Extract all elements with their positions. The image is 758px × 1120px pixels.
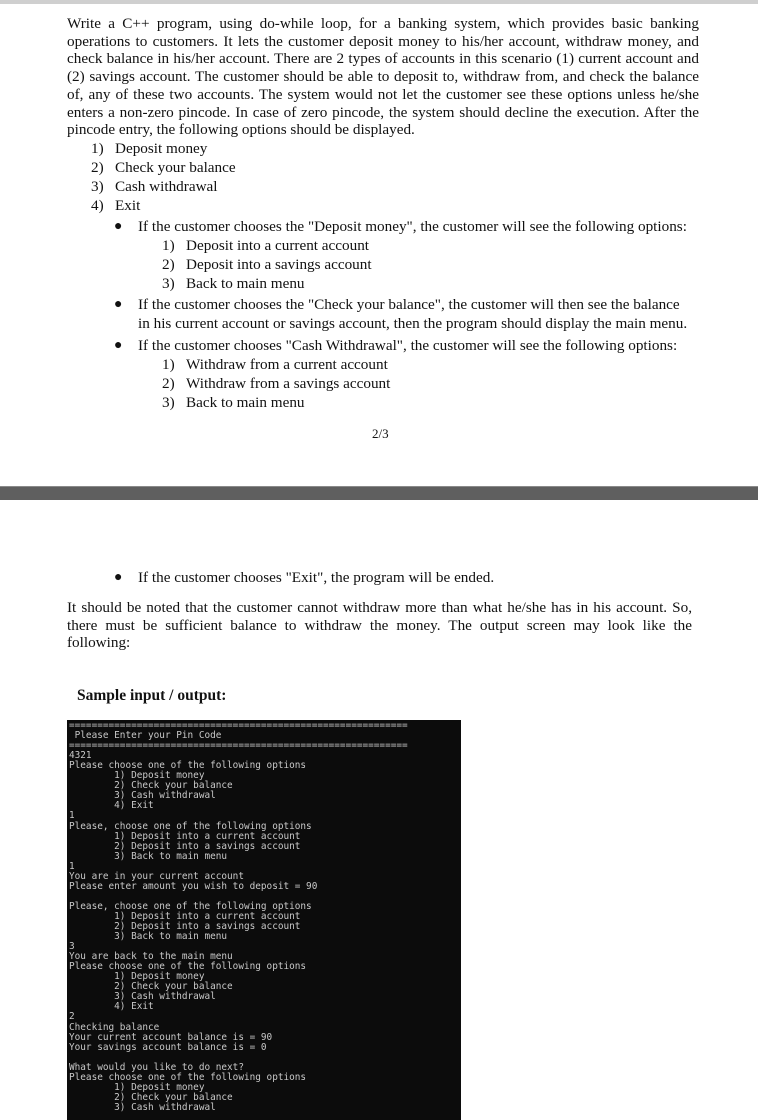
console-line: 1 <box>69 860 75 872</box>
list-item: 1) Deposit into a current account <box>162 237 370 254</box>
console-line: Please choose one of the following options <box>69 1071 307 1083</box>
bullet-icon: ● <box>114 570 123 585</box>
console-line: 2) Check your balance <box>69 780 233 792</box>
deposit-bullet-text: If the customer chooses the "Deposit money", the customer will see the following options: <box>138 218 687 235</box>
console-line: 4321 <box>69 750 92 762</box>
list-item: 4) Exit <box>91 197 141 214</box>
balance-bullet-text-cont: in his current account or savings account, then the program should display the main menu. <box>138 315 688 332</box>
list-item: 2) Deposit into a savings account <box>162 256 372 273</box>
list-item: 2) Withdraw from a savings account <box>162 375 391 392</box>
console-line: You are in your current account <box>69 870 244 882</box>
bullet-icon: ● <box>114 297 123 312</box>
list-item: 3) Cash withdrawal <box>91 178 218 195</box>
console-line: Please, choose one of the following options <box>69 900 312 912</box>
intro-paragraph: Write a C++ program, using do-while loop, for a banking system, which provides basic banking operations to customers. It lets the customer deposit money to his/her account, withdraw money, and check balance in his/her account. There are 2 types of accounts in this scenario (1) current account and (2) savings account. The customer should be able to deposit to, withdraw from, and check the balance of, any of these two accounts. The system would not let the customer see these options unless he/she enters a non-zero pincode. In case of zero pincode, the system should decline the execution. After the pincode entry, the following options should be displayed. <box>67 15 699 139</box>
console-output-screenshot <box>67 720 461 1120</box>
console-line: Please enter amount you wish to deposit = 90 <box>69 880 318 892</box>
list-item: 2) Check your balance <box>91 159 236 176</box>
bullet-icon: ● <box>114 338 123 353</box>
console-line: 3) Cash withdrawal <box>69 1101 216 1113</box>
document-page-2 <box>0 4 758 486</box>
list-item: 3) Back to main menu <box>162 275 305 292</box>
console-line: 2 <box>69 1011 75 1023</box>
console-line: 1) Deposit money <box>69 971 205 983</box>
exit-bullet-text: If the customer chooses "Exit", the program will be ended. <box>138 569 495 586</box>
console-line: ============================================================ <box>69 720 408 731</box>
console-line: Your current account balance is = 90 <box>69 1031 273 1043</box>
console-line: 3) Back to main menu <box>69 850 228 862</box>
console-line: You are back to the main menu <box>69 951 233 963</box>
console-line: 1) Deposit into a current account <box>69 910 301 922</box>
console-line: 4) Exit <box>69 1001 154 1013</box>
console-line: 1 <box>69 810 75 822</box>
document-page-3 <box>0 500 758 1115</box>
console-line: 1) Deposit money <box>69 1081 205 1093</box>
console-line: 2) Deposit into a savings account <box>69 840 301 852</box>
console-line: ============================================================ <box>69 740 408 752</box>
console-line: 4) Exit <box>69 800 154 812</box>
console-line: 1) Deposit into a current account <box>69 830 301 842</box>
console-line: What would you like to do next? <box>69 1061 244 1073</box>
console-line: 3 <box>69 941 75 953</box>
console-line: Your savings account balance is = 0 <box>69 1041 267 1053</box>
console-line: 1) Deposit money <box>69 770 205 782</box>
console-line: 2) Deposit into a savings account <box>69 921 301 932</box>
withdraw-bullet-text: If the customer chooses "Cash Withdrawal", the customer will see the following options: <box>138 337 678 354</box>
list-item: 1) Withdraw from a current account <box>162 356 388 373</box>
list-item: 1) Deposit money <box>91 140 208 157</box>
console-line: Please choose one of the following options <box>69 961 307 973</box>
console-line: Please choose one of the following options <box>69 760 307 772</box>
console-line: 3) Back to main menu <box>69 931 228 943</box>
console-line: 3) Cash withdrawal <box>69 991 216 1003</box>
console-line: Please, choose one of the following options <box>69 820 312 832</box>
console-line: 2) Check your balance <box>69 981 233 993</box>
page-number: 2/3 <box>372 426 389 441</box>
page-separator <box>0 486 758 500</box>
note-paragraph: It should be noted that the customer cannot withdraw more than what he/she has in his account. So, there must be sufficient balance to withdraw the money. The output screen may look like the following: <box>67 599 692 652</box>
console-line: Please Enter your Pin Code <box>69 730 222 742</box>
list-item: 3) Back to main menu <box>162 394 305 411</box>
console-line: Checking balance <box>69 1021 160 1033</box>
console-line: 3) Cash withdrawal <box>69 790 216 802</box>
console-line: 2) Check your balance <box>69 1091 233 1103</box>
sample-heading: Sample input / output: <box>77 687 227 704</box>
balance-bullet-text: If the customer chooses the "Check your balance", the customer will then see the balance <box>138 296 680 313</box>
bullet-icon: ● <box>114 219 123 234</box>
